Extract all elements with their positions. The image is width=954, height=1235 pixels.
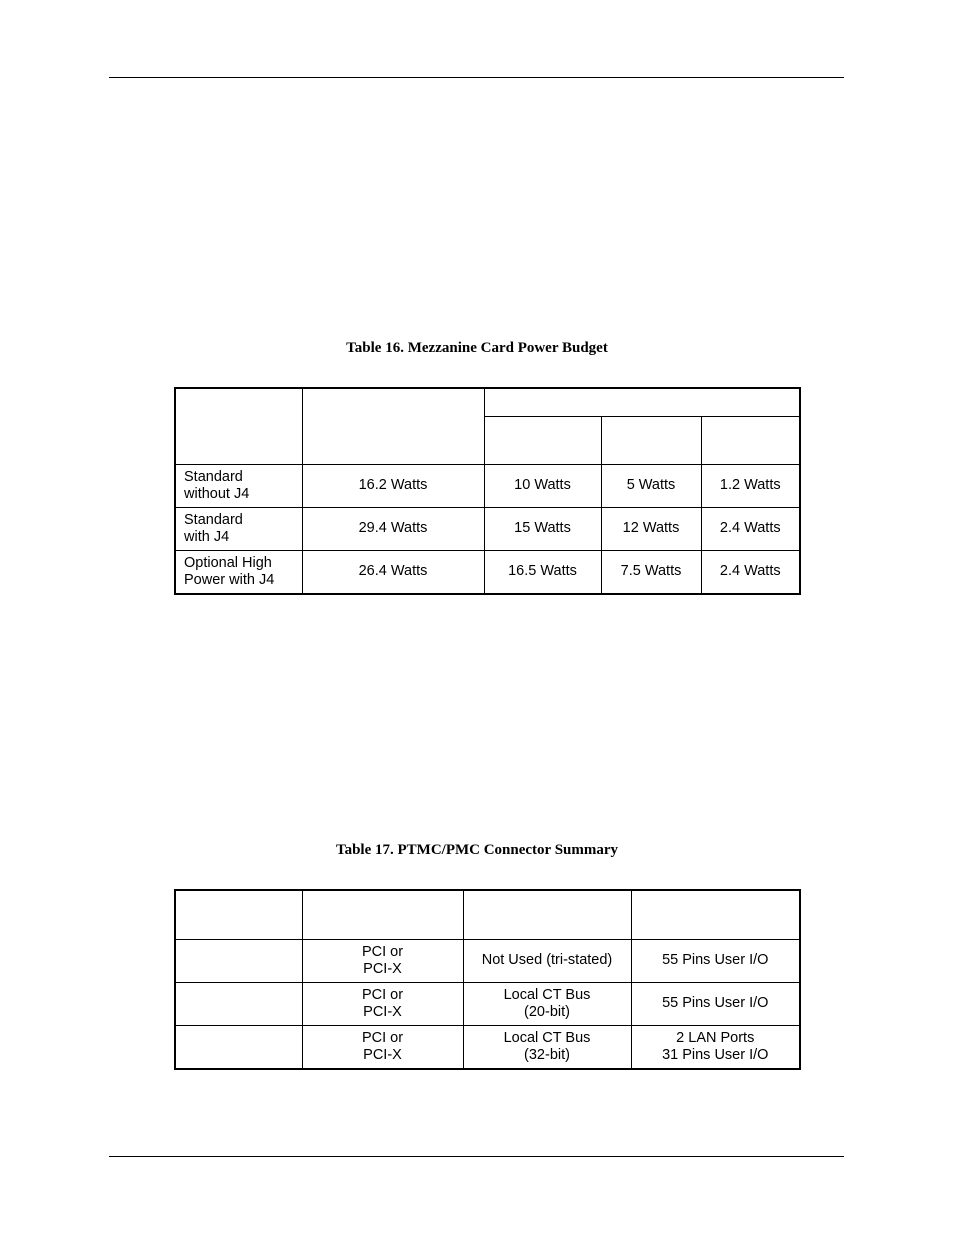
row-label: Standard without J4: [175, 465, 302, 508]
footer-rule: [109, 1156, 844, 1157]
total-power-cell: 16.2 Watts: [302, 465, 484, 508]
total-power-cell: 29.4 Watts: [302, 508, 484, 551]
table-row: [175, 465, 800, 508]
total-power-cell: 26.4 Watts: [302, 551, 484, 595]
rail-1-cell: 16.5 Watts: [484, 551, 601, 595]
user-io-cell: 2 LAN Ports 31 Pins User I/O: [631, 1026, 800, 1070]
table-row: [175, 940, 800, 983]
row-label: [175, 940, 302, 983]
table-row: [175, 1026, 800, 1070]
header-cell-ct-bus: [463, 890, 631, 940]
header-cell-bus: [302, 890, 463, 940]
table-row: [175, 983, 800, 1026]
table-row: [175, 551, 800, 595]
header-cell-rail-1: [484, 417, 601, 465]
user-io-cell: 55 Pins User I/O: [631, 940, 800, 983]
table-row: [175, 508, 800, 551]
header-cell-rail-3: [701, 417, 800, 465]
table17-caption: Table 17. PTMC/PMC Connector Summary: [335, 842, 619, 858]
header-cell-total-power: [302, 388, 484, 465]
ct-bus-cell: Local CT Bus (20-bit): [463, 983, 631, 1026]
header-cell-connector: [175, 890, 302, 940]
bus-cell: PCI or PCI-X: [302, 940, 463, 983]
user-io-cell: 55 Pins User I/O: [631, 983, 800, 1026]
header-cell-user-io: [631, 890, 800, 940]
header-cell-card-type: [175, 388, 302, 465]
rail-2-cell: 7.5 Watts: [601, 551, 701, 595]
power-budget-table: [174, 387, 801, 595]
ct-bus-cell: Local CT Bus (32-bit): [463, 1026, 631, 1070]
connector-summary-table: [174, 889, 801, 1070]
bus-cell: PCI or PCI-X: [302, 983, 463, 1026]
rail-2-cell: 5 Watts: [601, 465, 701, 508]
rail-3-cell: 1.2 Watts: [701, 465, 800, 508]
row-label: Optional High Power with J4: [175, 551, 302, 595]
rail-1-cell: 10 Watts: [484, 465, 601, 508]
row-label: [175, 1026, 302, 1070]
header-rule: [109, 77, 844, 78]
row-label: [175, 983, 302, 1026]
rail-3-cell: 2.4 Watts: [701, 508, 800, 551]
rail-2-cell: 12 Watts: [601, 508, 701, 551]
header-cell-rail-2: [601, 417, 701, 465]
table16-caption: Table 16. Mezzanine Card Power Budget: [346, 340, 608, 356]
row-label: Standard with J4: [175, 508, 302, 551]
rail-1-cell: 15 Watts: [484, 508, 601, 551]
bus-cell: PCI or PCI-X: [302, 1026, 463, 1070]
ct-bus-cell: Not Used (tri-stated): [463, 940, 631, 983]
rail-3-cell: 2.4 Watts: [701, 551, 800, 595]
header-cell-rail-group: [484, 388, 800, 417]
